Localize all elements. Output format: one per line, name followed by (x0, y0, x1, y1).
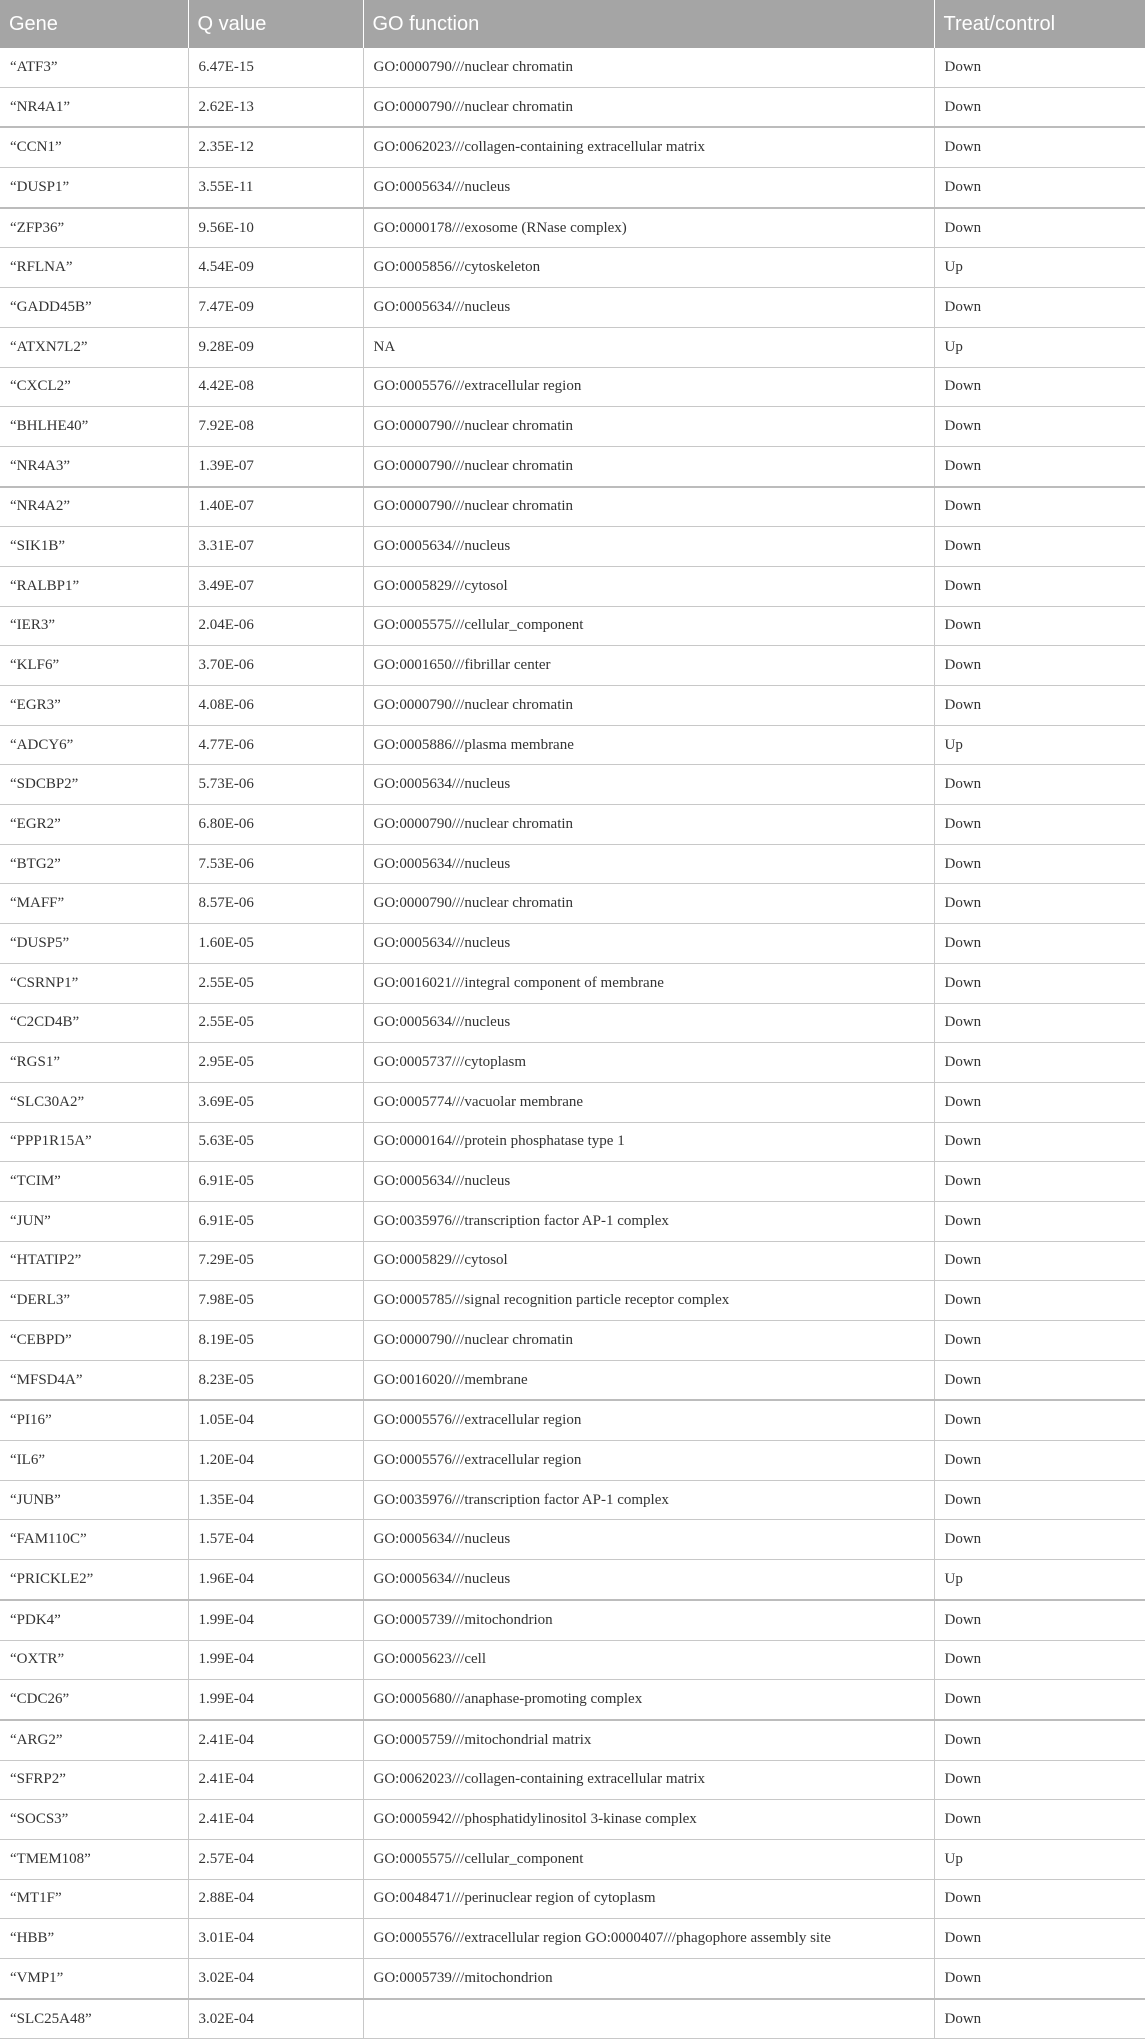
treat-control-cell: Down (934, 1360, 1145, 1400)
gene-cell: “TCIM” (0, 1162, 188, 1202)
q-value-cell: 8.57E-06 (188, 884, 363, 924)
gene-cell: “SLC30A2” (0, 1082, 188, 1122)
q-value-cell: 2.62E-13 (188, 87, 363, 127)
table-row (0, 446, 1145, 486)
treat-control-cell: Up (934, 327, 1145, 367)
table-row (0, 327, 1145, 367)
go-function-cell: GO:0005576///extracellular region GO:0000407///phagophore assembly site (363, 1919, 934, 1959)
treat-control-cell: Down (934, 1321, 1145, 1361)
table-row (0, 844, 1145, 884)
treat-control-cell: Down (934, 407, 1145, 447)
table-row (0, 1959, 1145, 1999)
go-function-cell: GO:0000790///nuclear chromatin (363, 407, 934, 447)
go-function-cell: GO:0000790///nuclear chromatin (363, 884, 934, 924)
treat-control-cell: Up (934, 1560, 1145, 1600)
go-function-cell: GO:0005785///signal recognition particle receptor complex (363, 1281, 934, 1321)
q-value-cell: 4.54E-09 (188, 248, 363, 288)
q-value-cell: 6.91E-05 (188, 1162, 363, 1202)
gene-cell: “SFRP2” (0, 1760, 188, 1800)
table-row (0, 527, 1145, 567)
go-function-cell: GO:0005576///extracellular region (363, 367, 934, 407)
go-function-cell: GO:0005634///nucleus (363, 168, 934, 208)
gene-cell: “FAM110C” (0, 1520, 188, 1560)
treat-control-cell: Down (934, 1720, 1145, 1760)
gene-cell: “VMP1” (0, 1959, 188, 1999)
table-row (0, 1082, 1145, 1122)
go-function-cell: GO:0005623///cell (363, 1640, 934, 1680)
q-value-cell: 9.56E-10 (188, 208, 363, 248)
table-row (0, 1241, 1145, 1281)
q-value-cell: 6.91E-05 (188, 1201, 363, 1241)
table-row (0, 1600, 1145, 1640)
go-function-cell: GO:0005829///cytosol (363, 566, 934, 606)
treat-control-cell: Down (934, 606, 1145, 646)
table-row (0, 963, 1145, 1003)
gene-cell: “SIK1B” (0, 527, 188, 567)
table-row (0, 208, 1145, 248)
q-value-cell: 1.99E-04 (188, 1640, 363, 1680)
q-value-cell: 3.49E-07 (188, 566, 363, 606)
gene-cell: “PDK4” (0, 1600, 188, 1640)
gene-cell: “ATXN7L2” (0, 327, 188, 367)
table-row (0, 1441, 1145, 1481)
go-function-cell: GO:0048471///perinuclear region of cytoplasm (363, 1879, 934, 1919)
table-row (0, 367, 1145, 407)
gene-cell: “ARG2” (0, 1720, 188, 1760)
header-go-function: GO function (363, 0, 934, 48)
treat-control-cell: Down (934, 1640, 1145, 1680)
treat-control-cell: Down (934, 1999, 1145, 2039)
treat-control-cell: Down (934, 1879, 1145, 1919)
gene-cell: “CXCL2” (0, 367, 188, 407)
q-value-cell: 5.73E-06 (188, 765, 363, 805)
table-row (0, 646, 1145, 686)
go-function-cell: GO:0005634///nucleus (363, 1560, 934, 1600)
table-row (0, 1162, 1145, 1202)
gene-cell: “DUSP5” (0, 924, 188, 964)
q-value-cell: 1.39E-07 (188, 446, 363, 486)
q-value-cell: 1.96E-04 (188, 1560, 363, 1600)
go-function-cell: GO:0005886///plasma membrane (363, 725, 934, 765)
q-value-cell: 9.28E-09 (188, 327, 363, 367)
treat-control-cell: Down (934, 765, 1145, 805)
gene-cell: “RGS1” (0, 1043, 188, 1083)
gene-cell: “SDCBP2” (0, 765, 188, 805)
q-value-cell: 2.35E-12 (188, 127, 363, 167)
go-function-cell: NA (363, 327, 934, 367)
q-value-cell: 1.35E-04 (188, 1480, 363, 1520)
gene-cell: “CDC26” (0, 1680, 188, 1720)
treat-control-cell: Down (934, 963, 1145, 1003)
go-function-cell: GO:0005739///mitochondrion (363, 1959, 934, 1999)
treat-control-cell: Down (934, 1441, 1145, 1481)
treat-control-cell: Down (934, 127, 1145, 167)
treat-control-cell: Up (934, 725, 1145, 765)
gene-cell: “MFSD4A” (0, 1360, 188, 1400)
q-value-cell: 2.41E-04 (188, 1760, 363, 1800)
go-function-cell: GO:0001650///fibrillar center (363, 646, 934, 686)
gene-cell: “NR4A3” (0, 446, 188, 486)
gene-cell: “HBB” (0, 1919, 188, 1959)
treat-control-cell: Down (934, 1241, 1145, 1281)
gene-cell: “JUN” (0, 1201, 188, 1241)
go-function-cell: GO:0000790///nuclear chromatin (363, 487, 934, 527)
gene-cell: “RFLNA” (0, 248, 188, 288)
gene-cell: “KLF6” (0, 646, 188, 686)
table-row (0, 48, 1145, 87)
q-value-cell: 7.92E-08 (188, 407, 363, 447)
gene-cell: “IL6” (0, 1441, 188, 1481)
table-row (0, 1839, 1145, 1879)
gene-cell: “RALBP1” (0, 566, 188, 606)
treat-control-cell: Down (934, 367, 1145, 407)
treat-control-cell: Down (934, 1760, 1145, 1800)
q-value-cell: 1.99E-04 (188, 1600, 363, 1640)
treat-control-cell: Down (934, 1201, 1145, 1241)
go-function-cell: GO:0005680///anaphase-promoting complex (363, 1680, 934, 1720)
gene-cell: “JUNB” (0, 1480, 188, 1520)
go-function-cell: GO:0016021///integral component of membrane (363, 963, 934, 1003)
go-function-cell: GO:0005739///mitochondrion (363, 1600, 934, 1640)
q-value-cell: 2.95E-05 (188, 1043, 363, 1083)
q-value-cell: 4.77E-06 (188, 725, 363, 765)
go-function-cell: GO:0005942///phosphatidylinositol 3-kinase complex (363, 1800, 934, 1840)
table-row (0, 1560, 1145, 1600)
table-row (0, 1520, 1145, 1560)
go-function-cell: GO:0005759///mitochondrial matrix (363, 1720, 934, 1760)
table-row (0, 168, 1145, 208)
table-row (0, 288, 1145, 328)
go-function-cell: GO:0000790///nuclear chromatin (363, 446, 934, 486)
go-function-cell: GO:0005634///nucleus (363, 924, 934, 964)
table-row (0, 924, 1145, 964)
q-value-cell: 7.47E-09 (188, 288, 363, 328)
gene-cell: “CSRNP1” (0, 963, 188, 1003)
table-row (0, 1360, 1145, 1400)
go-function-cell: GO:0035976///transcription factor AP-1 complex (363, 1480, 934, 1520)
table-row (0, 407, 1145, 447)
gene-cell: “IER3” (0, 606, 188, 646)
treat-control-cell: Down (934, 1480, 1145, 1520)
go-function-cell: GO:0005575///cellular_component (363, 606, 934, 646)
treat-control-cell: Up (934, 1839, 1145, 1879)
q-value-cell: 3.02E-04 (188, 1999, 363, 2039)
q-value-cell: 1.60E-05 (188, 924, 363, 964)
go-function-cell: GO:0000790///nuclear chromatin (363, 686, 934, 726)
treat-control-cell: Down (934, 924, 1145, 964)
q-value-cell: 3.01E-04 (188, 1919, 363, 1959)
gene-cell: “BHLHE40” (0, 407, 188, 447)
header-gene: Gene (0, 0, 188, 48)
gene-cell: “ATF3” (10, 58, 58, 75)
table-row (0, 1760, 1145, 1800)
q-value-cell: 2.04E-06 (188, 606, 363, 646)
gene-cell: “BTG2” (0, 844, 188, 884)
go-function-cell: GO:0062023///collagen-containing extracellular matrix (363, 1760, 934, 1800)
table-row (0, 1281, 1145, 1321)
go-function-cell: GO:0005634///nucleus (363, 527, 934, 567)
gene-cell: “DERL3” (0, 1281, 188, 1321)
table-row (0, 87, 1145, 127)
go-function-cell: GO:0000164///protein phosphatase type 1 (363, 1122, 934, 1162)
q-value-cell: 3.55E-11 (188, 168, 363, 208)
header-treat-control: Treat/control (934, 0, 1145, 48)
gene-cell: “SOCS3” (0, 1800, 188, 1840)
go-function-cell: GO:0005634///nucleus (363, 1520, 934, 1560)
gene-cell: “CEBPD” (0, 1321, 188, 1361)
table-row (0, 1321, 1145, 1361)
treat-control-cell: Down (934, 168, 1145, 208)
table-header (0, 0, 1145, 48)
table-row (0, 1800, 1145, 1840)
go-function-cell: GO:0000790///nuclear chromatin (363, 1321, 934, 1361)
go-function-cell: GO:0005737///cytoplasm (363, 1043, 934, 1083)
table-row (0, 765, 1145, 805)
q-value-cell: 7.53E-06 (188, 844, 363, 884)
gene-cell: “CCN1” (0, 127, 188, 167)
treat-control-cell: Down (934, 1520, 1145, 1560)
table-row (0, 127, 1145, 167)
treat-control-cell: Down (934, 1043, 1145, 1083)
table-row (0, 1003, 1145, 1043)
q-value-cell: 1.20E-04 (188, 1441, 363, 1481)
go-function-cell: GO:0005829///cytosol (363, 1241, 934, 1281)
gene-cell: “C2CD4B” (0, 1003, 188, 1043)
table-body (0, 48, 1145, 2039)
gene-cell: “NR4A1” (0, 87, 188, 127)
q-value-cell: 3.70E-06 (188, 646, 363, 686)
q-value-cell: 3.31E-07 (188, 527, 363, 567)
q-value-cell: 4.42E-08 (188, 367, 363, 407)
treat-control-cell: Down (934, 208, 1145, 248)
q-value-cell: 2.88E-04 (188, 1879, 363, 1919)
go-function-cell: GO:0005774///vacuolar membrane (363, 1082, 934, 1122)
table-row (0, 1680, 1145, 1720)
treat-control-cell: Up (934, 248, 1145, 288)
table-row (0, 686, 1145, 726)
treat-control-cell: Down (934, 1122, 1145, 1162)
gene-cell: “MAFF” (0, 884, 188, 924)
treat-control-cell: Down (934, 805, 1145, 845)
treat-control-cell: Down (934, 487, 1145, 527)
q-value-cell: 1.05E-04 (188, 1400, 363, 1440)
header-q-value: Q value (188, 0, 363, 48)
treat-control-cell: Down (934, 1162, 1145, 1202)
table-row (0, 1400, 1145, 1440)
gene-cell: “OXTR” (0, 1640, 188, 1680)
q-value-cell: 6.47E-15 (188, 48, 363, 87)
treat-control-cell: Down (934, 686, 1145, 726)
table-row (0, 805, 1145, 845)
treat-control-cell: Down (934, 646, 1145, 686)
table-row (0, 1640, 1145, 1680)
q-value-cell: 2.41E-04 (188, 1720, 363, 1760)
treat-control-cell: Down (934, 288, 1145, 328)
treat-control-cell: Down (934, 1800, 1145, 1840)
go-function-cell: GO:0005634///nucleus (363, 1003, 934, 1043)
table-row (0, 1879, 1145, 1919)
table-row (0, 606, 1145, 646)
table-row (0, 1720, 1145, 1760)
treat-control-cell: Down (934, 1003, 1145, 1043)
treat-control-cell: Down (934, 1400, 1145, 1440)
treat-control-cell: Down (934, 1680, 1145, 1720)
go-function-cell: GO:0000790///nuclear chromatin (363, 87, 934, 127)
q-value-cell: 6.80E-06 (188, 805, 363, 845)
gene-cell: “GADD45B” (0, 288, 188, 328)
q-value-cell: 2.57E-04 (188, 1839, 363, 1879)
treat-control-cell: Down (934, 527, 1145, 567)
q-value-cell: 4.08E-06 (188, 686, 363, 726)
q-value-cell: 3.02E-04 (188, 1959, 363, 1999)
q-value-cell: 2.55E-05 (188, 963, 363, 1003)
table-row (0, 487, 1145, 527)
gene-cell: “PRICKLE2” (0, 1560, 188, 1600)
table-row (0, 1201, 1145, 1241)
treat-control-cell: Down (934, 446, 1145, 486)
go-function-cell: GO:0005634///nucleus (363, 1162, 934, 1202)
q-value-cell: 8.19E-05 (188, 1321, 363, 1361)
go-function-cell: GO:0062023///collagen-containing extracellular matrix (363, 127, 934, 167)
gene-cell: “TMEM108” (0, 1839, 188, 1879)
table-row (0, 1122, 1145, 1162)
gene-cell: “EGR3” (0, 686, 188, 726)
table-row (0, 884, 1145, 924)
q-value-cell: 2.55E-05 (188, 1003, 363, 1043)
table-row (0, 1999, 1145, 2039)
treat-control-cell: Down (934, 87, 1145, 127)
gene-cell: “PI16” (0, 1400, 188, 1440)
treat-control-cell: Down (934, 1600, 1145, 1640)
treat-control-cell: Down (934, 1281, 1145, 1321)
treat-control-cell: Down (934, 1959, 1145, 1999)
go-function-cell: GO:0005576///extracellular region (363, 1400, 934, 1440)
gene-cell: “DUSP1” (0, 168, 188, 208)
q-value-cell: 1.99E-04 (188, 1680, 363, 1720)
go-function-cell: GO:0005634///nucleus (363, 288, 934, 328)
treat-control-cell: Down (934, 566, 1145, 606)
go-function-cell: GO:0035976///transcription factor AP-1 complex (363, 1201, 934, 1241)
treat-control-cell: Down (934, 48, 1145, 87)
go-function-cell: GO:0005576///extracellular region (363, 1441, 934, 1481)
gene-cell: “ZFP36” (0, 208, 188, 248)
gene-cell: “EGR2” (0, 805, 188, 845)
go-function-cell: GO:0005634///nucleus (363, 765, 934, 805)
q-value-cell: 7.29E-05 (188, 1241, 363, 1281)
gene-cell: “MT1F” (0, 1879, 188, 1919)
q-value-cell: 1.40E-07 (188, 487, 363, 527)
gene-cell: “PPP1R15A” (0, 1122, 188, 1162)
go-function-cell: GO:0005575///cellular_component (363, 1839, 934, 1879)
treat-control-cell: Down (934, 1082, 1145, 1122)
treat-control-cell: Down (934, 844, 1145, 884)
q-value-cell: 7.98E-05 (188, 1281, 363, 1321)
go-function-cell: GO:0000790///nuclear chromatin (363, 805, 934, 845)
q-value-cell: 8.23E-05 (188, 1360, 363, 1400)
gene-cell: “ADCY6” (0, 725, 188, 765)
go-function-cell: GO:0016020///membrane (363, 1360, 934, 1400)
table-row (0, 1919, 1145, 1959)
q-value-cell: 3.69E-05 (188, 1082, 363, 1122)
table-row (0, 1043, 1145, 1083)
header-row (0, 0, 1145, 48)
table-row (0, 1480, 1145, 1520)
gene-cell: “NR4A2” (0, 487, 188, 527)
q-value-cell: 2.41E-04 (188, 1800, 363, 1840)
table-row (0, 248, 1145, 288)
q-value-cell: 5.63E-05 (188, 1122, 363, 1162)
go-function-cell: GO:0005634///nucleus (363, 844, 934, 884)
gene-cell: “SLC25A48” (0, 1999, 188, 2039)
go-function-cell: GO:0000178///exosome (RNase complex) (363, 208, 934, 248)
go-function-cell: GO:0005856///cytoskeleton (363, 248, 934, 288)
table-row (0, 566, 1145, 606)
treat-control-cell: Down (934, 1919, 1145, 1959)
treat-control-cell: Down (934, 884, 1145, 924)
table-row (0, 725, 1145, 765)
gene-cell: “HTATIP2” (0, 1241, 188, 1281)
go-function-cell: GO:0000790///nuclear chromatin (363, 48, 934, 87)
q-value-cell: 1.57E-04 (188, 1520, 363, 1560)
go-function-cell (363, 1999, 934, 2039)
